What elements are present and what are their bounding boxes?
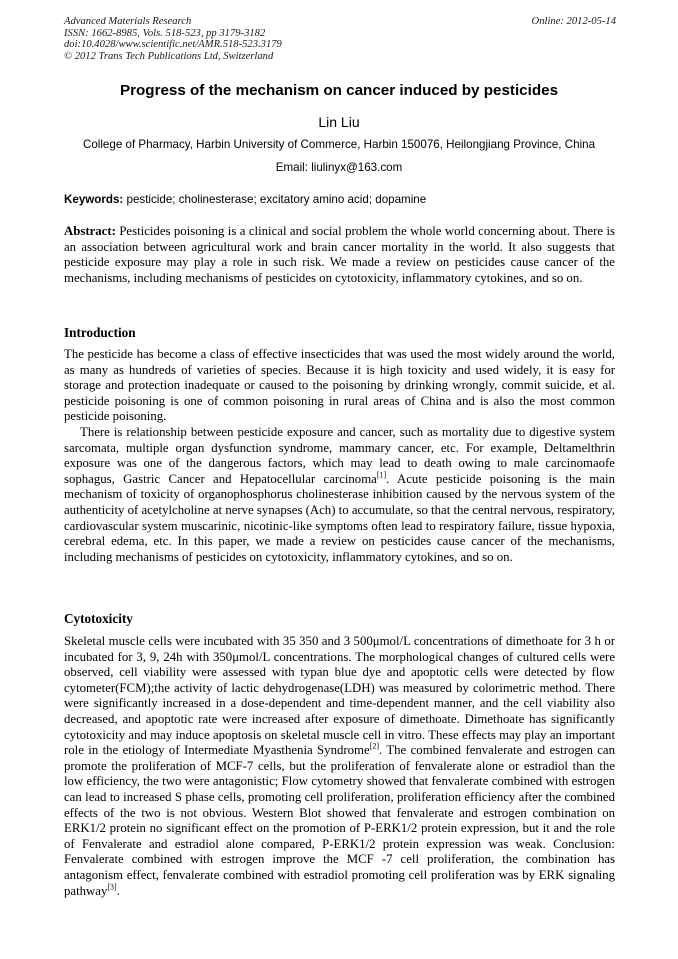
abstract — [64, 224, 615, 286]
cytotoxicity-paragraph — [64, 634, 615, 899]
citation-3: [3] — [107, 882, 117, 892]
citation-1: [1] — [376, 470, 387, 480]
abstract-label: Abstract: — [64, 224, 116, 238]
cytotoxicity-text-b: . The combined fenvalerate and estrogen can promote the proliferation of MCF-7 cells, but the proliferation of fenvalerate alone or estradiol than the low efficiency, the two were antagonistic; Flow cytometry showed that fenvalerate combined with estrogen can lead to increased S phase cells, promoting cell proliferation, proliferation efficiency after the combined effects of the two is not obvious. Western Blot showed that fenvalerate and estrogen combination on ERK1/2 protein no significant effect on the promotion of P-ERK1/2 protein expression, but it and the role of Fenvalerate and estradiol alone compared, P-ERK1/2 protein expression was weak. Conclusion: Fenvalerate combined with estrogen improve the MCF -7 cell proliferation, the combination has antagonism effect, fenvalerate combined with estradiol promoting cell proliferation was by ERK signaling pathway — [64, 743, 615, 898]
introduction-paragraph-2-text-b: . Acute pesticide poisoning is the main mechanism of toxicity of organophosphorus cholinesterase inhibition caused by the nervous system of the authenticity of acetylcholine at nerve synapses (Ach) to accumulate, so that the central nervous, respiratory, cardiovascular system muscarinic, nicotinic-like symptoms often lead to respiratory failure, tissue hypoxia, cerebral edema, etc. In this paper, we made a review on pesticides cause cancer of the mechanisms, including mechanisms of pesticides on cytotoxicity, inflammatory cytokines, and so on. — [64, 471, 616, 564]
cytotoxicity-text-a: Skeletal muscle cells were incubated with 35 350 and 3 500μmol/L concentrations of dimethoate for 3 h or incubated for 3, 9, 24h with 350μmol/L concentrations. The morphological changes of cultured cells were observed, cell viability were assessed with typan blue dye and apoptotic cells were detected by flow cytometer(FCM);the activity of lactic dehydrogenase(LDH) was measured by colorimetric method. There were significantly increased in a dose-dependent and time-dependent manner, and the cell viability also decreased, and apoptotic rate were increased after exposure of dimethoate. Dimethoate has significantly cytotoxicity and may induce apoptosis on skeletal muscle cell in vitro. These effects may play an important role in the etiology of Intermediate Myasthenia Syndrome — [64, 634, 615, 758]
abstract-text: Pesticides poisoning is a clinical and social problem the whole world concerning about. There is an association between agricultural work and brain cancer mortality in the world. It also suggests that pesticide exposure may play a role in such risk. We made a review on pesticides cause cancer of the mechanisms, including mechanisms of pesticides on cytotoxicity, inflammatory cytokines, and so on. — [64, 224, 615, 285]
cytotoxicity-heading: Cytotoxicity — [64, 611, 133, 626]
author-email: Email: liulinyx@163.com — [275, 161, 403, 174]
author-affiliation: College of Pharmacy, Harbin University of Commerce, Harbin 150076, Heilongjiang Province, China — [82, 138, 596, 151]
online-date: Online: 2012-05-14 — [531, 16, 616, 27]
issn-line: ISSN: 1662-8985, Vols. 518-523, pp 3179-3182 — [64, 27, 266, 39]
introduction-paragraph-2-text-a: There is relationship between pesticide exposure and cancer, such as mortality due to digestive system sarcomata, multiple organ dysfunction syndrome, mammary cancer, etc. For example, Deltamelthrin exposure was one of the dangerous factors, which may lead to death owing to male carcinomaofe sophagus, Gastric Cancer and Hepatocellular carcinoma — [64, 424, 615, 486]
author-name: Lin Liu — [318, 114, 360, 130]
keywords-text: pesticide; cholinesterase; excitatory amino acid; dopamine — [126, 193, 427, 206]
introduction-heading: Introduction — [64, 325, 136, 340]
copyright-line: © 2012 Trans Tech Publications Ltd, Switzerland — [64, 50, 274, 62]
keywords — [64, 193, 624, 206]
doi-line: doi:10.4028/www.scientific.net/AMR.518-523.3179 — [64, 39, 282, 51]
cytotoxicity-section — [64, 634, 615, 899]
introduction-section — [64, 347, 615, 565]
cytotoxicity-text-c: . — [116, 883, 120, 898]
paper-title: Progress of the mechanism on cancer induced by pesticides — [119, 82, 559, 99]
citation-2: [2] — [369, 741, 379, 751]
journal-header — [64, 16, 616, 62]
introduction-paragraph-1: The pesticide has become a class of effective insecticides that was used the most widely around the world, as many as hundreds of varieties of species. Because it is high toxicity and used widely, it is easy for storage and protection inadequate or caused to the poisoning by drinking wrongly, commit suicide, et al. pesticide poisoning is one of common poisoning in rural areas of China and is also the most common pesticide poisoning. — [64, 347, 615, 424]
journal-name: Advanced Materials Research — [64, 16, 192, 27]
introduction-paragraph-2 — [64, 425, 615, 565]
keywords-label: Keywords: — [64, 193, 124, 206]
